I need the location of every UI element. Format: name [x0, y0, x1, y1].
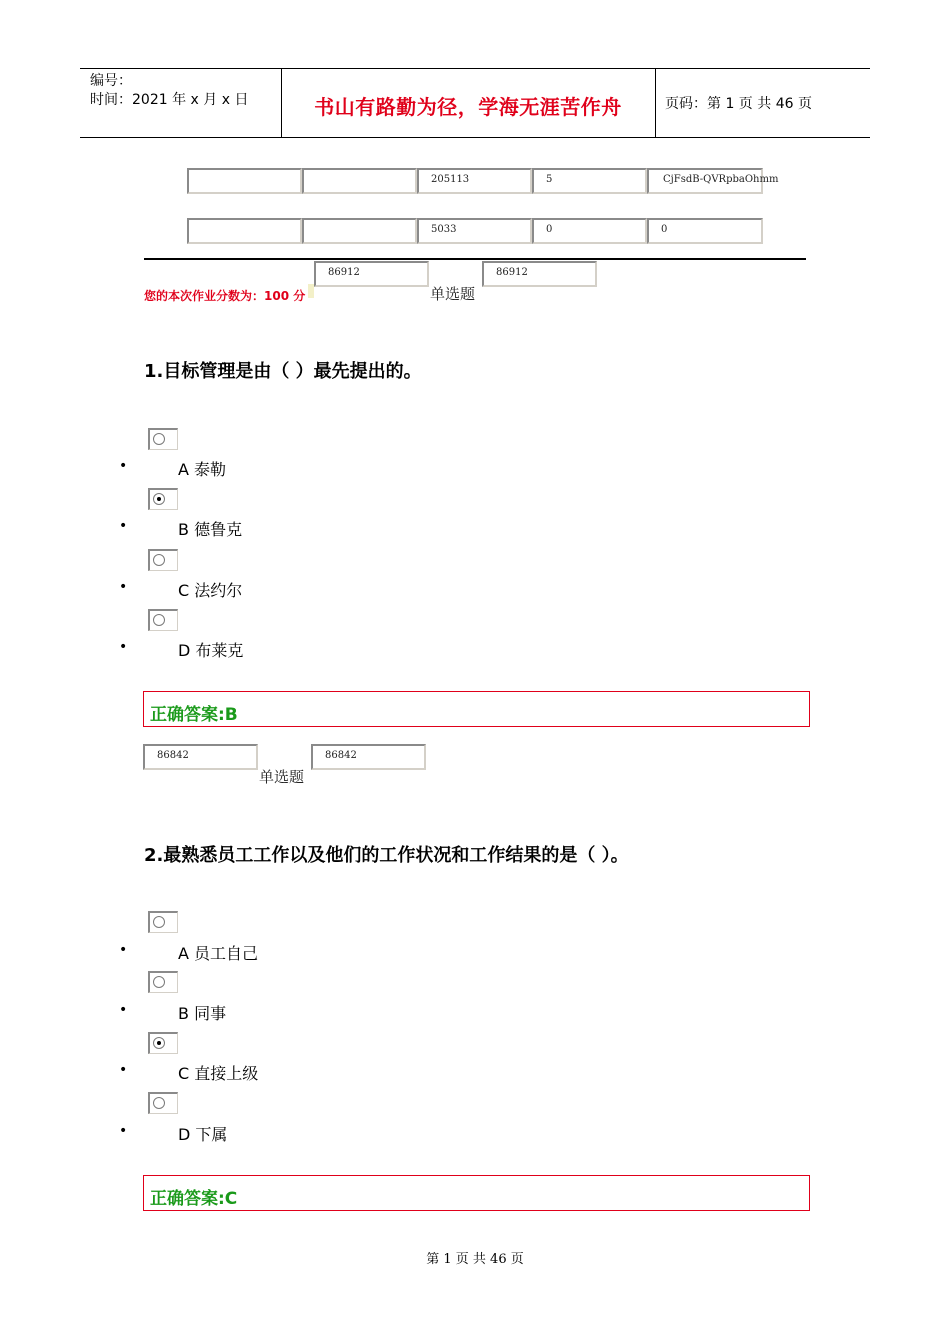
- radio-selected-dot-icon: [157, 497, 161, 501]
- radio-circle-icon: [153, 1037, 165, 1049]
- bullet-icon: •: [119, 458, 128, 474]
- question-id-box[interactable]: 86912: [482, 261, 597, 287]
- field-box[interactable]: [187, 218, 302, 244]
- option-label: A 泰勒: [178, 460, 227, 479]
- field-box[interactable]: CjFsdB-QVRpbaOhmm: [647, 168, 763, 194]
- radio-selected-dot-icon: [157, 1041, 161, 1045]
- serial-label: 编号：: [90, 73, 132, 89]
- option-label: B 德鲁克: [178, 520, 243, 539]
- score-highlight: [308, 284, 314, 298]
- field-box[interactable]: 5: [532, 168, 647, 194]
- correct-answer-box: [143, 1175, 810, 1211]
- radio-option-d[interactable]: [148, 609, 178, 631]
- option-label: C 法约尔: [178, 581, 243, 600]
- bullet-icon: •: [119, 1062, 128, 1078]
- question-id-box[interactable]: 86912: [314, 261, 429, 287]
- header-page-info: 页码：第 1 页 共 46 页: [665, 96, 812, 112]
- option-label: A 员工自己: [178, 944, 259, 963]
- radio-option-a[interactable]: [148, 428, 178, 450]
- bullet-icon: •: [119, 579, 128, 595]
- header-meta: [90, 72, 248, 110]
- field-box[interactable]: 0: [532, 218, 647, 244]
- option-label: B 同事: [178, 1004, 227, 1023]
- correct-answer-text: 正确答案:C: [150, 1189, 238, 1209]
- radio-circle-icon: [153, 976, 165, 988]
- question-type: 单选题: [259, 768, 305, 786]
- radio-circle-icon: [153, 916, 165, 928]
- header-divider: [655, 69, 656, 137]
- radio-circle-icon: [153, 493, 165, 505]
- question-id-box[interactable]: 86842: [143, 744, 258, 770]
- option-label: D 下属: [178, 1125, 228, 1144]
- radio-circle-icon: [153, 433, 165, 445]
- question-title: 1.目标管理是由（ ）最先提出的。: [144, 361, 422, 382]
- radio-circle-icon: [153, 614, 165, 626]
- bullet-icon: •: [119, 639, 128, 655]
- radio-option-c[interactable]: [148, 1032, 178, 1054]
- correct-answer-text: 正确答案:B: [150, 705, 238, 725]
- field-box[interactable]: [302, 218, 417, 244]
- radio-option-a[interactable]: [148, 911, 178, 933]
- radio-option-b[interactable]: [148, 488, 178, 510]
- option-label: D 布莱克: [178, 641, 244, 660]
- bullet-icon: •: [119, 1002, 128, 1018]
- radio-option-b[interactable]: [148, 971, 178, 993]
- page-footer: 第 1 页 共 46 页: [426, 1252, 524, 1267]
- radio-circle-icon: [153, 1097, 165, 1109]
- field-box[interactable]: 205113: [417, 168, 532, 194]
- radio-circle-icon: [153, 554, 165, 566]
- bullet-icon: •: [119, 942, 128, 958]
- radio-option-c[interactable]: [148, 549, 178, 571]
- question-title: 2.最熟悉员工工作以及他们的工作状况和工作结果的是（ ）。: [144, 845, 629, 866]
- question-type: 单选题: [430, 285, 476, 303]
- correct-answer-box: [143, 691, 810, 727]
- score-text: 您的本次作业分数为：100 分: [144, 289, 306, 303]
- header-motto: 书山有路勤为径，学海无涯苦作舟: [314, 95, 622, 119]
- field-box[interactable]: [187, 168, 302, 194]
- question-id-box[interactable]: 86842: [311, 744, 426, 770]
- field-box[interactable]: 0: [647, 218, 763, 244]
- radio-option-d[interactable]: [148, 1092, 178, 1114]
- bullet-icon: •: [119, 1123, 128, 1139]
- horizontal-rule: [144, 258, 806, 260]
- page-header: [80, 68, 870, 138]
- option-label: C 直接上级: [178, 1064, 259, 1083]
- field-box[interactable]: 5033: [417, 218, 532, 244]
- field-box[interactable]: [302, 168, 417, 194]
- bullet-icon: •: [119, 518, 128, 534]
- date-line: 时间：2021 年 x 月 x 日: [90, 92, 249, 108]
